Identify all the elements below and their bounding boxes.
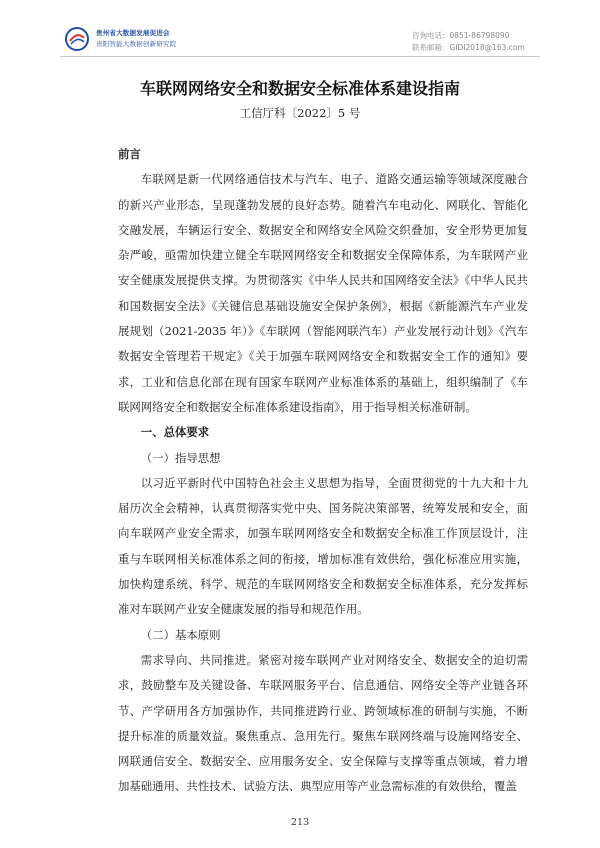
page-number: 213: [290, 817, 310, 828]
header-divider: [60, 56, 540, 57]
paragraph-preface: 车联网是新一代网络通信技术与汽车、电子、道路交通运输等领域深度融合的新兴产业形态，呈现蓬勃发展的良好态势。随着汽车电动化、网联化、智能化交融发展，车辆运行安全、数据安全和网络安全风险交织叠加，安全形势更加复杂严峻，亟需加快建立健全车联网网络安全和数据安全保障体系，为车联网产业安全健康发展提供支撑。为贯彻落实《中华人民共和国网络安全法》《中华人民共和国数据安全法》《关键信息基础设施安全保护条例》，根据《新能源汽车产业发展规划（2021-2035 年）》《车联网（智能网联汽车）产业发展行动计划》《汽车数据安全管理若干规定》《关于加强车联网网络安全和数据安全工作的通知》要求，工业和信息化部在现有国家车联网产业标准体系的基础上，组织编制了《车联网网络安全和数据安全标准体系建设指南》，用于指导相关标准研制。: [118, 172, 528, 414]
org-logo: [64, 26, 176, 52]
subheading-guiding-ideology: （一）指导思想: [140, 450, 221, 465]
paragraph-basic-principles: 需求导向、共同推进。紧密对接车联网产业对网络安全、数据安全的迫切需求，鼓励整车及关键设备、车联网服务平台、信息通信、网络安全等产业链各环节、产学研用各方加强协作，共同推进跨行业、跨领域标准的研制与实施，不断提升标准的质量效益。聚焦重点、急用先行。聚焦车联网终端与设施网络安全、网联通信安全、数据安全、应用服务安全、安全保障与支撑等重点领域，着力增加基础通用、共性技术、试验方法、典型应用等产业急需标准的有效供给，覆盖: [118, 652, 528, 794]
section-heading-preface: 前言: [118, 147, 141, 161]
document-title: 车联网网络安全和数据安全标准体系建设指南: [139, 79, 460, 98]
document-number: 工信厅科〔2022〕5 号: [239, 106, 361, 120]
paragraph-guiding-ideology: 以习近平新时代中国特色社会主义思想为指导，全面贯彻党的十九大和十九届历次全会精神，认真贯彻落实党中央、国务院决策部署，统筹发展和安全，面向车联网产业安全需求，加强车联网网络安全和数据安全标准工作顶层设计，注重与车联网相关标准体系之间的衔接，增加标准有效供给，强化标准应用实施，加快构建系统、科学、规范的车联网网络安全和数据安全标准体系，充分发挥标准对车联网产业安全健康发展的指导和规范作用。: [118, 475, 528, 617]
document-body: [118, 142, 528, 800]
page-header: [0, 0, 600, 60]
contact-email: 联系邮箱：GIDI2018@163.com: [412, 42, 525, 52]
contact-info: [412, 30, 525, 53]
contact-phone: 咨询电话：0851-86798090: [412, 31, 510, 40]
org-name-secondary: 贵阳智能大数据创新研究院: [96, 40, 177, 48]
org-name-primary: 贵州省大数据发展促进会: [96, 29, 170, 37]
section-heading-general-requirements: 一、总体要求: [140, 425, 210, 440]
org-logo-icon: [64, 26, 90, 52]
subheading-basic-principles: （二）基本原则: [140, 627, 221, 642]
